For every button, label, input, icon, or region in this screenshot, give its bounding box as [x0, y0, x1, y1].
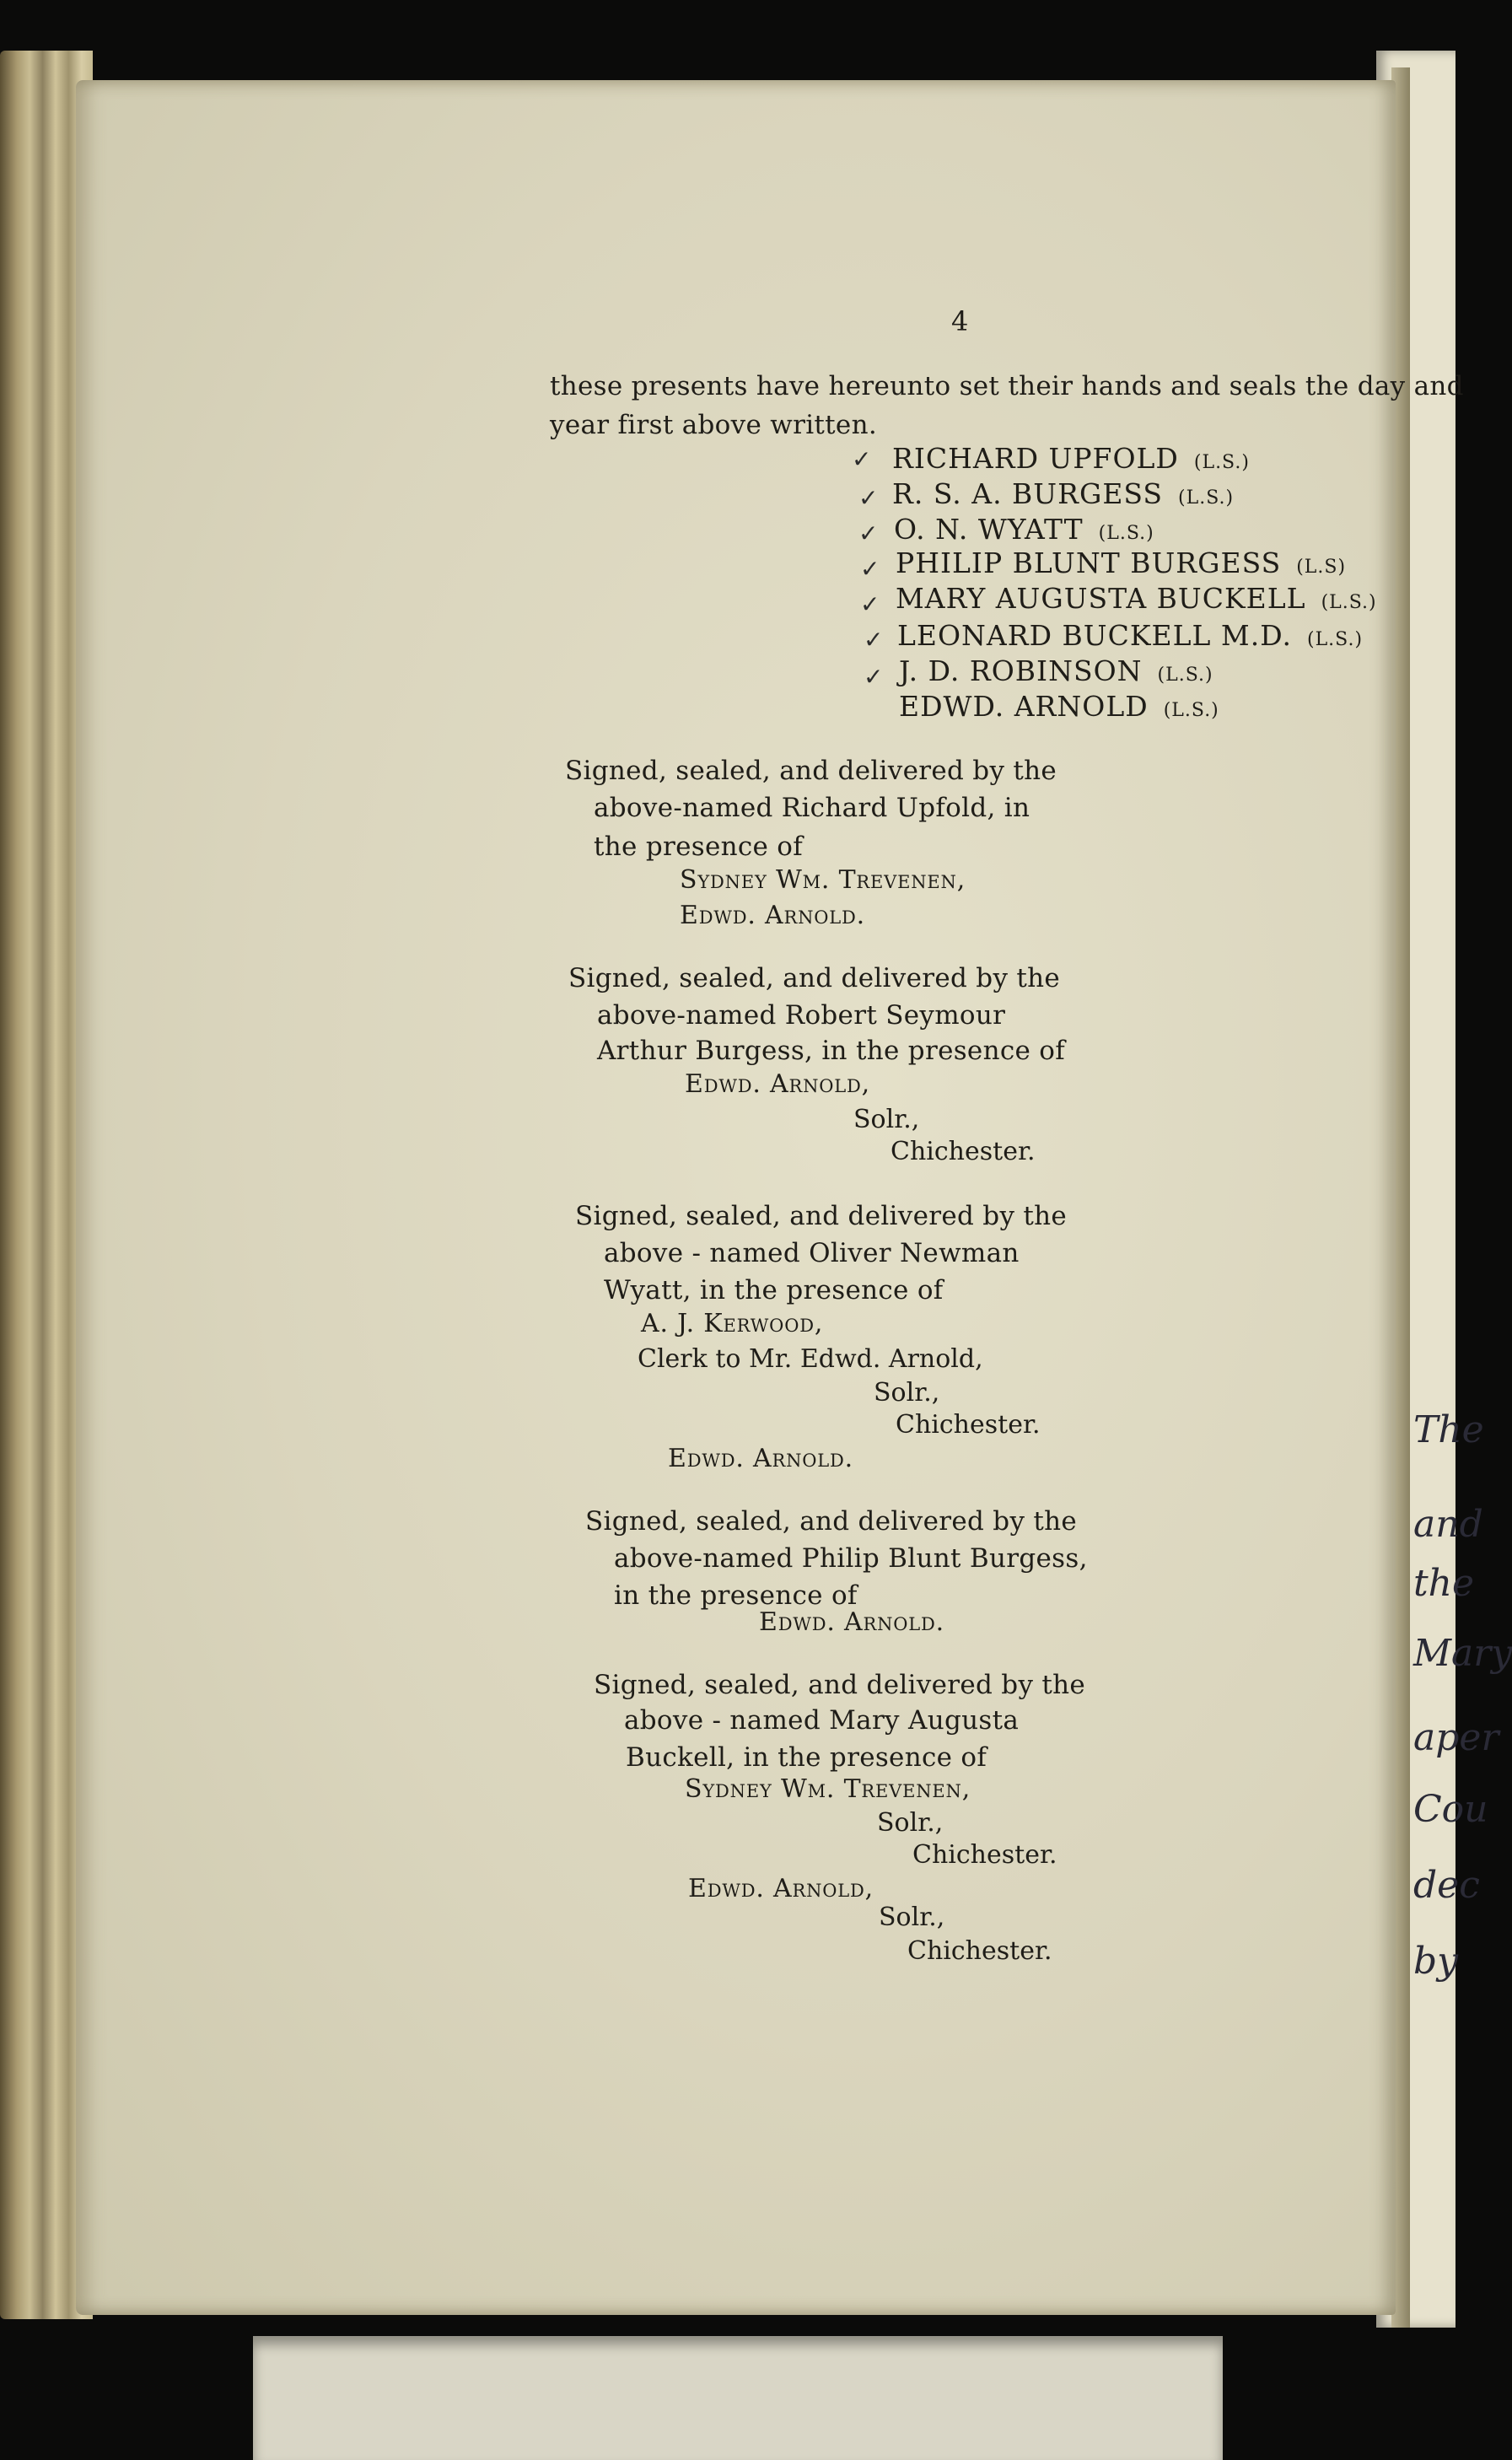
signatory-name: PHILIP BLUNT BURGESS (L.S) [896, 546, 1347, 579]
handwriting-fragment: Cou [1413, 1788, 1488, 1831]
handwriting-fragment: aper [1413, 1716, 1499, 1759]
witness-title: Solr., [879, 1903, 945, 1932]
witness-location: Chichester. [907, 1936, 1052, 1966]
check-mark-icon: ✓ [864, 626, 884, 654]
witness-name: Edwd. Arnold. [668, 1444, 854, 1473]
witness-title: Solr., [874, 1378, 940, 1408]
witness-title: Solr., [877, 1808, 944, 1838]
attestation-line: Signed, sealed, and delivered by the [575, 1201, 1068, 1231]
attestation-line: Buckell, in the presence of [626, 1742, 987, 1773]
handwriting-fragment: The [1413, 1408, 1484, 1451]
witness-name: Edwd. Arnold, [685, 1069, 871, 1099]
check-mark-icon: ✓ [858, 484, 879, 512]
signatory-name: O. N. WYATT (L.S.) [894, 513, 1154, 546]
witness-location: Chichester. [912, 1840, 1057, 1870]
intro-line-1: these presents have hereunto set their hands and seals the day and [550, 371, 1464, 401]
attestation-line: Signed, sealed, and delivered by the [594, 1670, 1086, 1700]
check-mark-icon: ✓ [852, 445, 872, 473]
attestation-line: above - named Mary Augusta [624, 1705, 1020, 1736]
check-mark-icon: ✓ [864, 663, 884, 691]
attestation-line: above-named Philip Blunt Burgess, [614, 1543, 1088, 1574]
witness-title: Solr., [853, 1105, 920, 1134]
signatory-name: RICHARD UPFOLD (L.S.) [892, 442, 1250, 475]
attestation-line: Signed, sealed, and delivered by the [568, 963, 1061, 993]
handwriting-fragment: Mary [1413, 1632, 1512, 1675]
bottom-paper-strip [253, 2336, 1223, 2460]
attestation-line: the presence of [594, 832, 804, 862]
handwriting-fragment: and [1413, 1503, 1483, 1546]
signatory-name: MARY AUGUSTA BUCKELL (L.S.) [896, 582, 1377, 615]
witness-name: Sydney Wm. Trevenen, [680, 865, 966, 895]
attestation-line: Arthur Burgess, in the presence of [597, 1036, 1066, 1066]
attestation-line: Wyatt, in the presence of [604, 1275, 944, 1305]
attestation-line: Signed, sealed, and delivered by the [565, 756, 1057, 786]
witness-name: Edwd. Arnold. [680, 901, 866, 930]
check-mark-icon: ✓ [860, 555, 880, 583]
attestation-line: in the presence of [614, 1580, 858, 1611]
handwriting-fragment: dec [1413, 1864, 1480, 1907]
intro-line-2: year first above written. [550, 410, 877, 440]
attestation-line: above-named Richard Upfold, in [594, 793, 1030, 823]
witness-name: Edwd. Arnold, [688, 1874, 874, 1903]
check-mark-icon: ✓ [858, 519, 879, 547]
witness-title: Clerk to Mr. Edwd. Arnold, [638, 1344, 983, 1374]
attestation-line: above - named Oliver Newman [604, 1238, 1020, 1268]
handwriting-fragment: by [1413, 1940, 1459, 1983]
witness-location: Chichester. [896, 1410, 1041, 1440]
witness-location: Chichester. [891, 1137, 1036, 1166]
signatory-name: LEONARD BUCKELL M.D. (L.S.) [897, 619, 1364, 652]
signatory-name: R. S. A. BURGESS (L.S.) [892, 477, 1235, 510]
check-mark-icon: ✓ [860, 590, 880, 618]
witness-name: Sydney Wm. Trevenen, [685, 1774, 971, 1804]
attestation-line: above-named Robert Seymour [597, 1000, 1006, 1031]
signatory-name: J. D. ROBINSON (L.S.) [899, 654, 1213, 687]
attestation-line: Signed, sealed, and delivered by the [585, 1506, 1078, 1537]
witness-name: Edwd. Arnold. [759, 1607, 945, 1637]
handwriting-fragment: the [1413, 1562, 1475, 1605]
signatory-name: EDWD. ARNOLD (L.S.) [899, 690, 1219, 723]
witness-name: A. J. Kerwood, [641, 1309, 824, 1338]
page-number: 4 [951, 305, 969, 337]
